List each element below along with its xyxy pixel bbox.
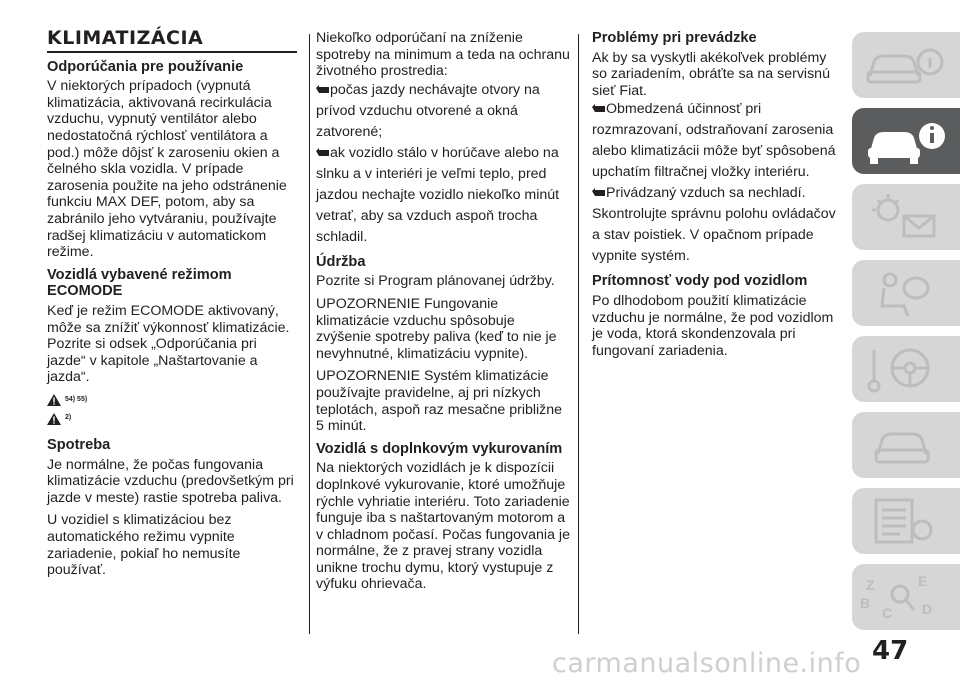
svg-text:E: E (918, 573, 928, 589)
bullet-icon (592, 104, 605, 114)
heading-aux-heater: Vozidlá s doplnkovým vykurovaním (316, 440, 563, 457)
heading-water: Prítomnosť vody pod vozidlom (592, 273, 808, 290)
paragraph: V niektorých prípadoch (vypnutá klimatizácia, aktivovaná recirkulácia vzduchu, vypnutý ventilátor alebo nedostatočná rýchlosť ventilátora a pod.) môže dôjsť k zaroseniu okien a čelného skla vozidla. V prípade zarosenia použite na jeho odstránenie funkciu MAX DEF, potom, aby sa zabránilo jeho vytváraniu, používajte radšej klimatizáciu v automatickom režime. (47, 78, 287, 261)
bullet-icon (316, 148, 329, 158)
bullet-icon (316, 85, 329, 95)
tab-safety[interactable] (852, 260, 960, 326)
tab-lights[interactable] (852, 184, 960, 250)
paragraph: Je normálne, že počas fungovania klimatizácie vzduchu (predovšetkým pri jazde v meste) rastie spotreba paliva. (47, 456, 294, 506)
heading-problems: Problémy pri prevádzke (592, 30, 757, 46)
watermark: carmanualsonline.info (552, 648, 862, 679)
column-3 (592, 30, 838, 365)
svg-text:C: C (882, 605, 893, 621)
page-title: KLIMATIZÁCIA (47, 30, 297, 53)
car-service-list-icon (860, 494, 950, 548)
tab-car-knowledge[interactable] (852, 32, 960, 98)
paragraph: UPOZORNENIE Fungovanie klimatizácie vzduchu spôsobuje zvýšenie spotreby paliva (keď to nie je nevyhnutné, klimatizáciu vypnite). (316, 295, 557, 362)
bullet-item (592, 99, 838, 183)
paragraph: Na niektorých vozidlách je k dispozícii doplnkové vykurovanie, ktoré umožňuje rýchle vyhriatie interiéru. Toto zariadenie funguje iba s naštartovaným motorom a v chladnom počasí. Počas fungovania je normálne, že z pravej strany vozidla unikne trochu dymu, ktorý vystupuje z výfuku ohrievača. (316, 460, 570, 593)
warning-ref (47, 392, 299, 409)
svg-text:D: D (922, 601, 933, 617)
caution-triangle-icon (47, 413, 61, 425)
paragraph: UPOZORNENIE Systém klimatizácie používajte pravidelne, aj pri nízkych teplotách, aspoň raz mesačne približne 5 minút. (316, 368, 563, 435)
index-letters-icon (860, 570, 950, 624)
paragraph: Keď je režim ECOMODE aktivovaný, môže sa znížiť výkonnosť klimatizácie. Pozrite si odsek „Odporúčania pri jazde“ v kapitole „Naštartovanie a jazda“. (47, 302, 290, 386)
paragraph: Niekoľko odporúčaní na zníženie spotreby na minimum a teda na ochranu životného prostredia: (316, 30, 570, 80)
tab-know-your-instruments[interactable] (852, 108, 960, 174)
steering-wheel-key-icon (860, 342, 950, 396)
bullet-text: počas jazdy nechávajte otvory na prívod vzduchu otvorené a okná zatvorené; (316, 81, 540, 140)
tab-starting-driving[interactable] (852, 336, 960, 402)
bullet-icon (592, 188, 605, 198)
column-1 (47, 27, 299, 585)
car-info-active-icon (860, 114, 950, 168)
tab-index[interactable] (852, 564, 960, 630)
airbag-seat-icon (860, 266, 950, 320)
paragraph: Ak by sa vyskytli akékoľvek problémy so zariadením, obráťte sa na servisnú sieť Fiat. (592, 49, 830, 99)
bullet-item (316, 80, 570, 143)
car-warning-icon (860, 418, 950, 472)
column-divider (309, 34, 310, 634)
bullet-text: ak vozidlo stálo v horúčave alebo na slnku a v interiéri je veľmi teplo, pred jazdou nechajte vozidlo niekoľko minút vetrať, aby sa vzduch aspoň trocha schladil. (316, 144, 560, 245)
bullet-text: Privádzaný vzduch sa nechladí. Skontrolujte správnu polohu ovládačov a stav poistiek. V opačnom prípade vypnite systém. (592, 185, 836, 265)
bullet-text: Obmedzená účinnosť pri rozmrazovaní, odstraňovaní zarosenia alebo klimatizácii môže byť spôsobená upchatím filtračnej vložky interiéru. (592, 101, 836, 181)
page-number: 47 (872, 636, 909, 666)
heading-consumption: Spotreba (47, 437, 111, 454)
column-2 (316, 30, 570, 599)
tab-emergency[interactable] (852, 412, 960, 478)
warning-ref-text: 54) 55) (65, 395, 88, 403)
paragraph: U vozidiel s klimatizáciou bez automatického režimu vypnite zariadenie, pokiaľ ho nemusíte používať. (47, 512, 241, 579)
caution-ref-text: 2) (65, 414, 72, 422)
warning-triangle-icon (47, 394, 61, 406)
lights-envelope-icon (860, 190, 950, 244)
heading-ecomode: Vozidlá vybavené režimom ECOMODE (47, 266, 232, 300)
heading-tips: Odporúčania pre používanie (47, 58, 244, 75)
caution-ref (47, 410, 299, 427)
column-divider (578, 34, 579, 634)
bullet-item (316, 143, 570, 248)
heading-maintenance: Údržba (316, 253, 366, 270)
svg-text:Z: Z (866, 577, 875, 593)
tab-maintenance[interactable] (852, 488, 960, 554)
car-info-icon (860, 38, 950, 92)
paragraph: Po dlhodobom použití klimatizácie vzduchu je normálne, že pod vozidlom je voda, ktorá skondenzovala pri fungovaní zariadenia. (592, 292, 834, 359)
bullet-item (592, 183, 838, 267)
paragraph: Pozrite si Program plánovanej údržby. (316, 273, 555, 290)
svg-text:B: B (860, 595, 871, 611)
